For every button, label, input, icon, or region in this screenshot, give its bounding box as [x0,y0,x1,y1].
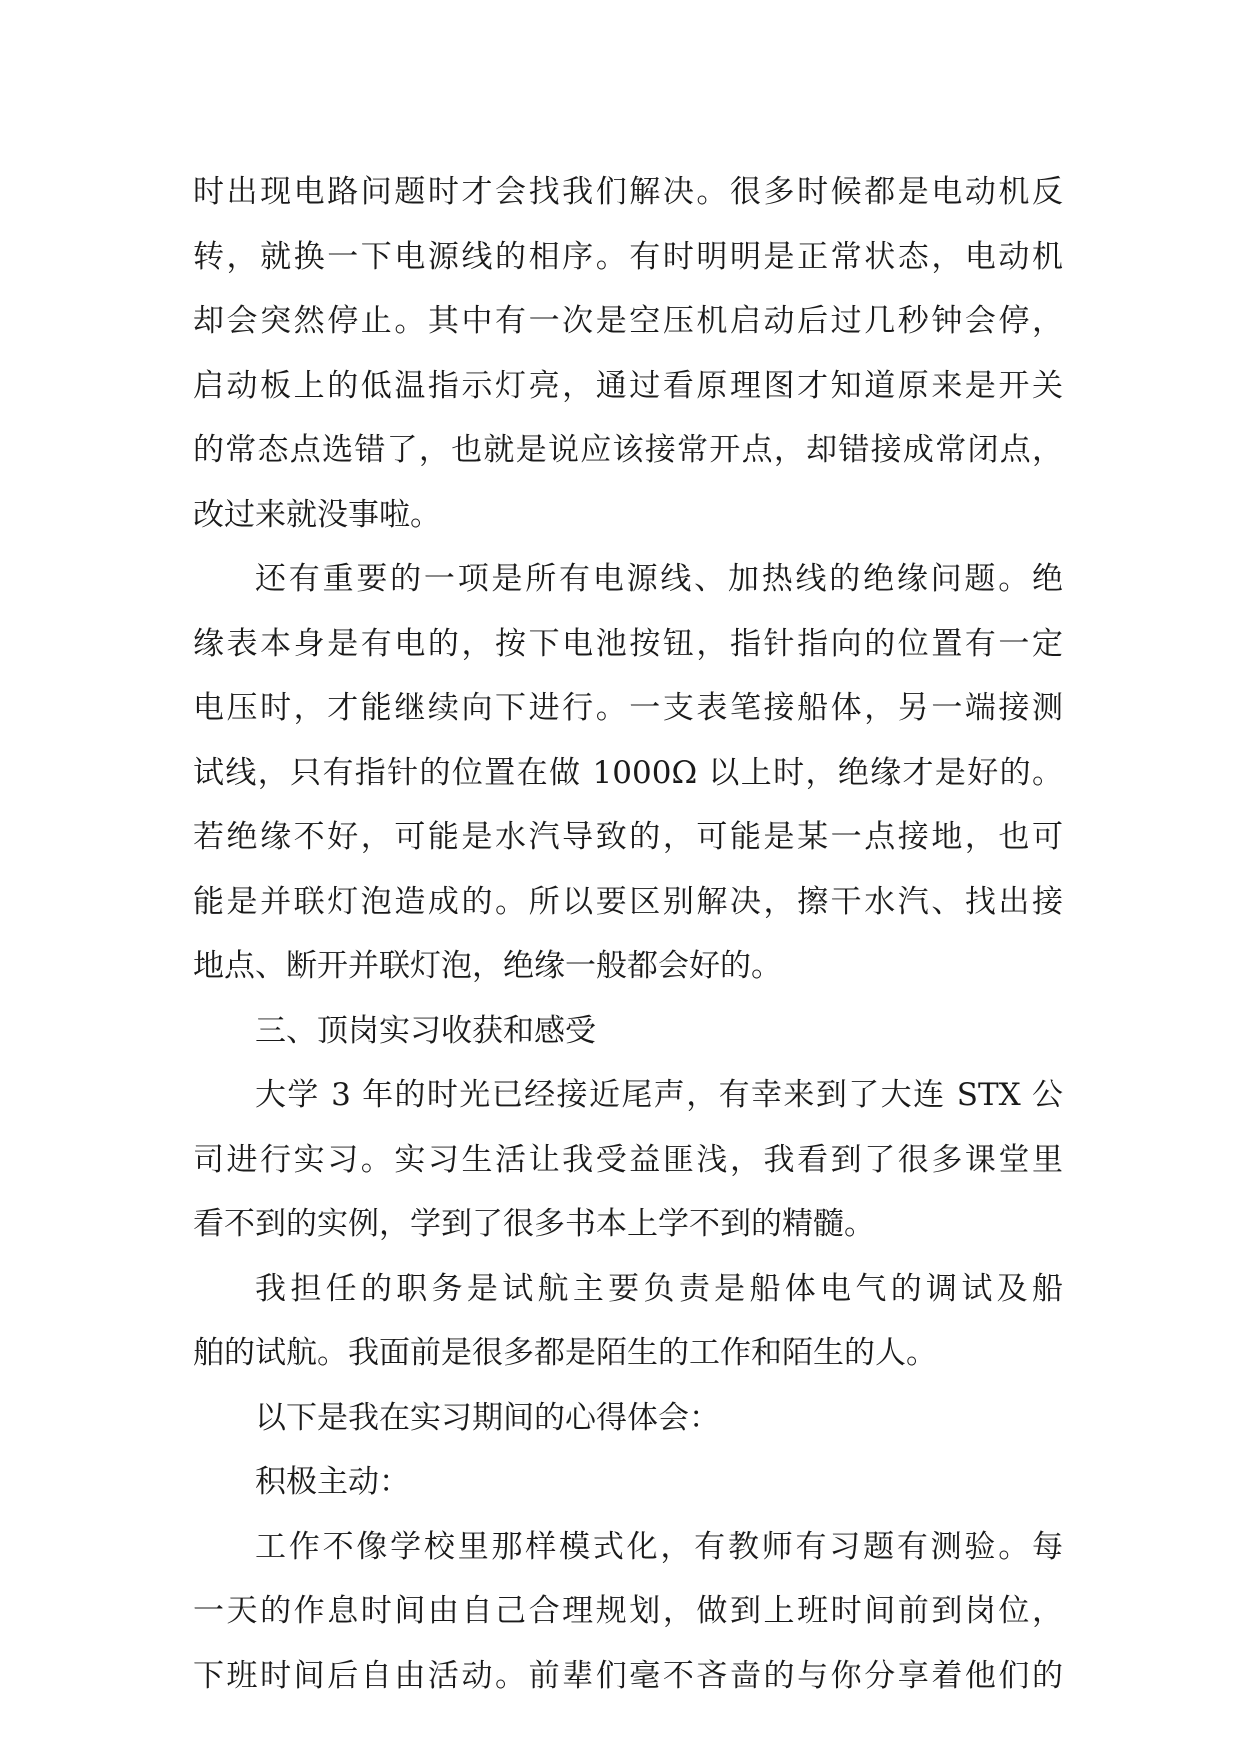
text-line: 地点、断开并联灯泡，绝缘一般都会好的。 [193,948,782,984]
text-line: 工作不像学校里那样模式化，有教师有习题有测验。每 [255,1528,1063,1565]
text-line: 还有重要的一项是所有电源线、加热线的绝缘问题。绝 [255,561,1063,597]
text-line: 若绝缘不好，可能是水汽导致的，可能是某一点接地，也可 [193,819,1063,855]
body-text [193,160,1063,1708]
text-line: 缘表本身是有电的，按下电池按钮，指针指向的位置有一定 [193,625,1063,662]
text-line: 三、顶岗实习收获和感受 [255,1012,596,1049]
text-line: 我担任的职务是试航主要负责是船体电气的调试及船 [255,1270,1063,1307]
text-line: 一天的作息时间由自己合理规划，做到上班时间前到岗位， [193,1593,1063,1629]
text-line: 积极主动： [255,1464,410,1500]
text-line: 下班时间后自由活动。前辈们毫不吝啬的与你分享着他们的 [193,1657,1063,1694]
text-line: 司进行实习。实习生活让我受益匪浅，我看到了很多课堂里 [193,1141,1063,1178]
text-line: 转，就换一下电源线的相序。有时明明是正常状态，电动机 [193,238,1063,275]
text-line: 能是并联灯泡造成的。所以要区别解决，擦干水汽、找出接 [193,883,1063,920]
text-line: 电压时，才能继续向下进行。一支表笔接船体，另一端接测 [193,690,1063,726]
text-line: 却会突然停止。其中有一次是空压机启动后过几秒钟会停， [193,303,1063,339]
text-line: 时出现电路问题时才会找我们解决。很多时候都是电动机反 [193,174,1063,210]
text-line: 改过来就没事啦。 [193,496,441,533]
text-line: 大学 3 年的时光已经接近尾声，有幸来到了大连 STX 公 [255,1077,1063,1113]
text-line: 启动板上的低温指示灯亮，通过看原理图才知道原来是开关 [193,367,1063,404]
text-line: 的常态点选错了，也就是说应该接常开点，却错接成常闭点， [193,432,1063,468]
text-line: 舶的试航。我面前是很多都是陌生的工作和陌生的人。 [193,1335,937,1371]
text-line: 看不到的实例，学到了很多书本上学不到的精髓。 [193,1206,875,1242]
text-line: 以下是我在实习期间的心得体会： [255,1399,720,1436]
text-line: 试线，只有指针的位置在做 1000Ω 以上时，绝缘才是好的。 [193,754,1063,791]
